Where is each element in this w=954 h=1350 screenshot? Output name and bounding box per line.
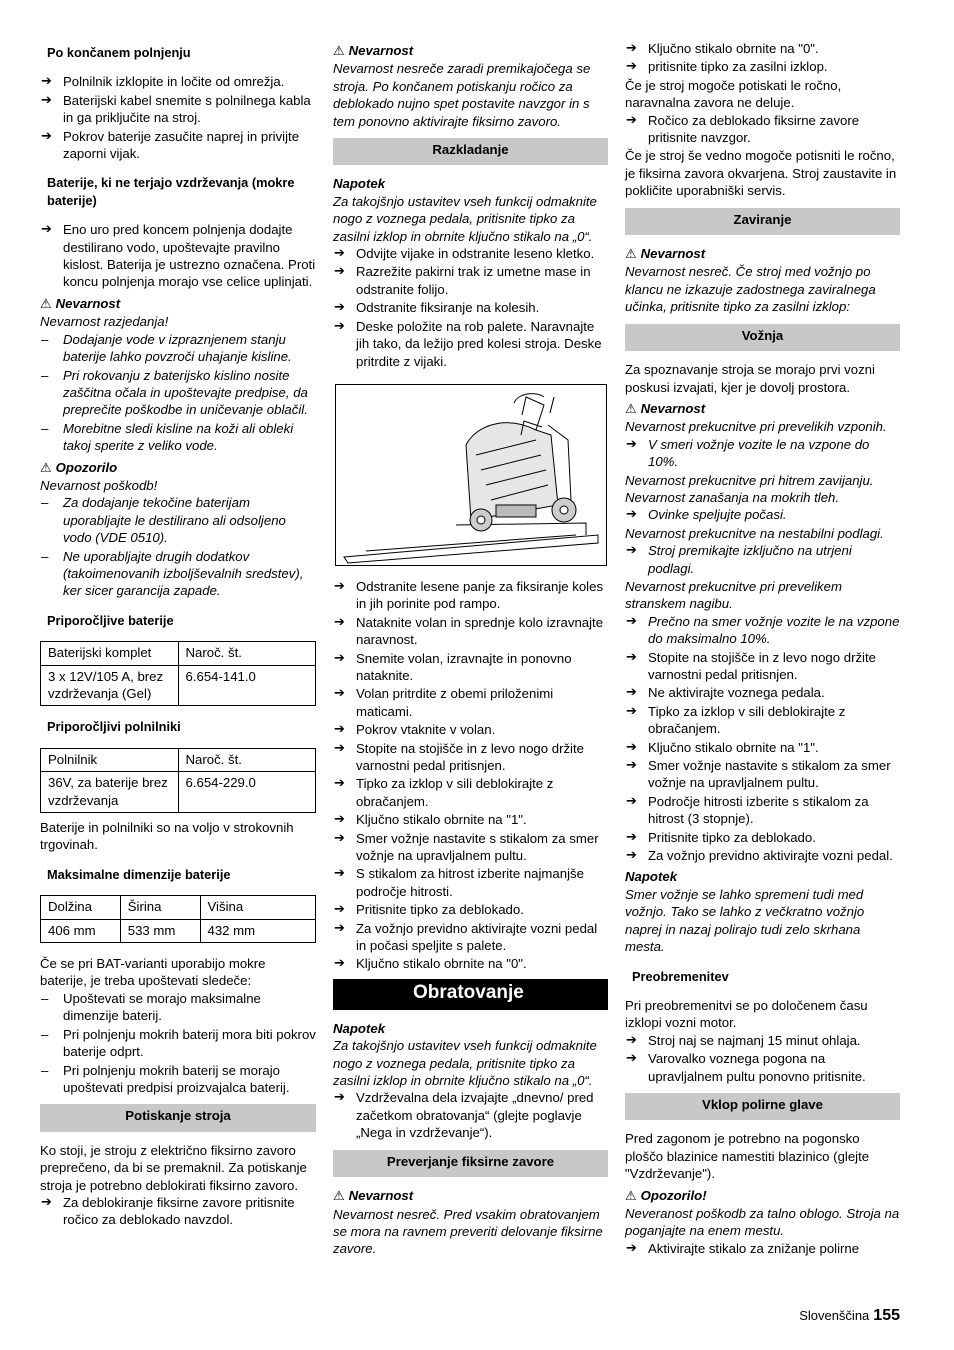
step: ➔ Smer vožnje nastavite s stikalom za smer vožnje na upravljalnem pultu.	[333, 830, 608, 865]
list-item: – Pri polnjenju mokrih baterij mora biti pokrov baterije odprt.	[40, 1026, 316, 1061]
table-cell: 406 mm	[41, 919, 121, 942]
danger-heading	[40, 295, 316, 313]
table-cell: 36V, za baterije brez vzdrževanja	[41, 772, 179, 813]
step: ➔ Aktivirajte stikalo za znižanje polirne	[625, 1240, 900, 1257]
step: ➔ Stroj premikajte izključno na utrjeni podlagi.	[625, 542, 900, 577]
caution-label: Opozorilo!	[640, 1187, 707, 1203]
danger-heading	[625, 400, 900, 418]
section-bar-polishing-head: Vklop polirne glave	[625, 1093, 900, 1120]
note-text: Za takojšnjo ustavitev vseh funkcij odmaknite nogo z voznega pedala, pritisnite tipko za zasilni izklop in obrnite ključno stikalo na „0“.	[333, 1038, 597, 1089]
step: ➔ Za vožnjo previdno aktivirajte vozni pedal in počasi speljite s palete.	[333, 920, 608, 955]
danger-label: Nevarnost	[55, 295, 121, 311]
danger-heading	[333, 1187, 608, 1205]
step: ➔ Baterijski kabel snemite s polnilnega kabla in ga priključite na stroj.	[40, 92, 316, 127]
table-cell: 432 mm	[200, 919, 316, 942]
note-text: Smer vožnje se lahko spremeni tudi med vožnjo. Tako se lahko z večkratno vožnjo naprej in nazaj polirajo tudi zelo skrhana mesta.	[625, 886, 865, 955]
brake-check-steps	[625, 40, 900, 76]
step: ➔ V smeri vožnje vozite le na vzpone do 10%.	[625, 436, 900, 471]
table-cell: 3 x 12V/105 A, brez vzdrževanja (Gel)	[41, 665, 179, 706]
list-item: – Pri rokovanju z baterijsko kislino nosite zaščitna očala in upoštevajte predpise, da preprečite poškodbe in uničevanje oblačil.	[40, 367, 316, 419]
step: ➔ Vzdrževalna dela izvajajte „dnevno/ pred začetkom obratovanja“ (glejte poglavje „Nega in vzdrževanje“).	[333, 1089, 608, 1141]
section-bar-driving: Vožnja	[625, 324, 900, 351]
drive-text: Za spoznavanje stroja se morajo prvi vozni poskusi izvajati, kjer je dovolj prostora.	[625, 362, 875, 395]
overload-text: Pri preobremenitvi se po določenem času izklopi vozni motor.	[625, 997, 868, 1031]
step: ➔ Ročico za deblokado fiksirne zavore pritisnite navzgor.	[625, 112, 900, 147]
note-heading: Napotek	[333, 176, 386, 192]
step: ➔ Ključno stikalo obrnite na "0".	[333, 955, 608, 972]
step: ➔ S stikalom za hitrost izberite najmanjše področje hitrosti.	[333, 865, 608, 900]
step: ➔ Volan pritrdite z obemi priloženimi maticami.	[333, 685, 608, 720]
danger-label: Nevarnost	[640, 246, 706, 262]
bat-variant-intro: Če se pri BAT-varianti uporabijo mokre baterije, je treba upoštevati sledeče:	[40, 956, 266, 989]
after-charging-steps	[40, 73, 316, 162]
push-text: Ko stoji, je stroju z električno fiksirno zavoro preprečeno, da bi se premaknil. Za potiskanje stroja je potrebno deblokirati fiksirno zavoro.	[40, 1142, 307, 1193]
note-heading: Napotek	[625, 869, 678, 885]
step: ➔ Smer vožnje nastavite s stikalom za smer vožnje na upravljalnem pultu.	[625, 757, 900, 792]
check-text: Če je stroj še vedno mogoče potisniti le ročno, je fiksirna zavora okvarjena. Stroj zaustavite in pokličite uporabniški servis.	[625, 148, 897, 199]
step: ➔ Varovalko voznega pogona na upravljalnem pultu ponovno pritisnite.	[625, 1050, 900, 1085]
page-number: 155	[873, 1307, 900, 1324]
caution-list	[40, 494, 316, 599]
step: ➔ Razrežite pakirni trak iz umetne mase in odstranite folijo.	[333, 263, 608, 298]
table-cell: 6.654-141.0	[178, 665, 316, 706]
section-bar-brake-check: Preverjanje fiksirne zavore	[333, 1150, 608, 1177]
danger-label: Nevarnost	[348, 1188, 414, 1204]
danger-label: Nevarnost	[640, 400, 706, 416]
danger-text: Nevarnost nesreč. Če stroj med vožnjo po klancu ne izkazuje zadostnega zaviralnega učinka, pritisnite tipko za zasilni izklop:	[625, 264, 876, 315]
footer-language: Slovenščina	[799, 1308, 870, 1323]
danger-label: Nevarnost	[348, 43, 414, 58]
danger-text: Nevarnost nesreče zaradi premikajočega se stroja. Po končanem potiskanju ročico za deblokado nujno spet postavite navzgor in s tem ponovno aktivirajte fiksirno zavoro.	[333, 61, 591, 129]
battery-table	[40, 641, 316, 706]
step: ➔ Tipko za izklop v sili deblokirajte z obračanjem.	[625, 703, 900, 738]
check-text: Če je stroj mogoče potiskati le ročno, naravnalna zavora ne deluje.	[625, 77, 842, 111]
danger-steps	[625, 436, 900, 471]
push-steps	[40, 1194, 316, 1229]
list-item: – Morebitne sledi kisline na koži ali obleki takoj sperite z veliko vode.	[40, 420, 316, 455]
dimensions-table	[40, 895, 316, 943]
wet-battery-steps	[40, 221, 316, 291]
note-text: Za takojšnjo ustavitev vseh funkcij odmaknite nogo z voznega pedala, pritisnite tipko za zasilni izklop in obrnite ključno stikalo na „0“.	[333, 193, 597, 244]
warning-triangle-icon: ⚠	[333, 1189, 345, 1205]
table-header: Baterijski komplet	[41, 642, 179, 665]
danger-text: Nevarnost nesreč. Pred vsakim obratovanjem se mora na ravnem preveriti delovanje fiksirne zavore.	[333, 1206, 603, 1257]
drive-steps	[625, 649, 900, 865]
step: ➔ Odvijte vijake in odstranite leseno kletko.	[333, 245, 608, 262]
overload-steps	[625, 1032, 900, 1085]
section-bar-unloading: Razkladanje	[333, 138, 608, 165]
machine-drawing	[336, 385, 606, 565]
table-header: Naroč. št.	[178, 748, 316, 771]
section-bar-braking: Zaviranje	[625, 208, 900, 235]
step: ➔ Pokrov baterije zasučite naprej in privijte zaporni vijak.	[40, 128, 316, 163]
step: ➔ Pritisnite tipko za deblokado.	[625, 829, 900, 846]
list-item: – Dodajanje vode v izpraznjenem stanju baterije lahko povzroči uhajanje kisline.	[40, 331, 316, 366]
danger-heading	[625, 245, 900, 263]
table-header: Širina	[120, 896, 200, 919]
step: ➔ Polnilnik izklopite in ločite od omrežja.	[40, 73, 316, 90]
warning-triangle-icon: ⚠	[40, 460, 52, 476]
step: ➔ Za deblokiranje fiksirne zavore pritisnite ročico za deblokado navzdol.	[40, 1194, 316, 1229]
step: ➔ Stroj naj se najmanj 15 minut ohlaja.	[625, 1032, 900, 1049]
list-item: – Upoštevati se morajo maksimalne dimenzije baterij.	[40, 990, 316, 1025]
table-cell: 533 mm	[120, 919, 200, 942]
subheading-overload: Preobremenitev	[632, 968, 729, 984]
danger-steps	[625, 542, 900, 577]
subheading-rec-chargers: Priporočljivi polnilniki	[47, 719, 181, 735]
danger-text: Nevarnost prekucnitve pri hitrem zavijanju. Nevarnost zanašanja na mokrih tleh.	[625, 472, 874, 505]
unload-steps-continued	[333, 578, 608, 973]
step: ➔ Nataknite volan in sprednje kolo izravnajte naravnost.	[333, 614, 608, 649]
list-item: – Ne uporabljajte drugih dodatkov (takoimenovanih izboljševalnih sredstev), ker sicer garancija zapade.	[40, 548, 316, 600]
step: ➔ Ovinke speljujte počasi.	[625, 506, 900, 523]
table-header: Višina	[200, 896, 316, 919]
machine-ramp-illustration	[335, 384, 607, 566]
step: ➔ Stopite na stojišče in z levo nogo držite varnostni pedal pritisnjen.	[625, 649, 900, 684]
step: ➔ Za vožnjo previdno aktivirajte vozni pedal.	[625, 847, 900, 864]
warning-triangle-icon: ⚠	[625, 1188, 637, 1204]
step: ➔ Odstranite fiksiranje na kolesih.	[333, 299, 608, 316]
step: ➔ Pritisnite tipko za deblokado.	[333, 901, 608, 918]
caution-label: Opozorilo	[55, 459, 118, 475]
step: ➔ Pokrov vtaknite v volan.	[333, 721, 608, 738]
head-steps	[625, 1240, 900, 1257]
column-right	[625, 40, 900, 1258]
caution-heading	[625, 1187, 900, 1205]
table-header: Polnilnik	[41, 748, 179, 771]
column-left	[40, 40, 316, 1230]
step: ➔ Ključno stikalo obrnite na "1".	[333, 811, 608, 828]
danger-heading	[333, 42, 608, 60]
step: ➔ Ključno stikalo obrnite na "1".	[625, 739, 900, 756]
step: ➔ Snemite volan, izravnajte in ponovno nataknite.	[333, 650, 608, 685]
step: ➔ Deske položite na rob palete. Naravnajte jih tako, da ležijo pred kolesi stroja. Deske pritrdite z vijaki.	[333, 318, 608, 370]
unload-steps	[333, 245, 608, 370]
danger-text: Nevarnost prekucnitve pri prevelikem stranskem nagibu.	[625, 578, 842, 612]
table-header: Dolžina	[41, 896, 121, 919]
danger-list	[40, 331, 316, 455]
warning-triangle-icon: ⚠	[625, 401, 637, 417]
step: ➔ Ključno stikalo obrnite na "0".	[625, 40, 900, 57]
subheading-rec-batteries: Priporočljive baterije	[47, 612, 174, 628]
list-item: – Pri polnjenju mokrih baterij se morajo upoštevati predpisi proizvajalca baterij.	[40, 1062, 316, 1097]
step: ➔ Stopite na stojišče in z levo nogo držite varnostni pedal pritisnjen.	[333, 740, 608, 775]
warning-triangle-icon: ⚠	[333, 44, 345, 59]
note-heading: Napotek	[333, 1020, 386, 1036]
bat-variant-list	[40, 990, 316, 1096]
subheading-wet-batteries: Baterije, ki ne terjajo vzdrževanja (mokre baterije)	[47, 175, 295, 208]
chapter-bar-operation: Obratovanje	[333, 979, 608, 1010]
caution-text: Nevarnost poškodb!	[40, 477, 158, 493]
danger-text: Nevarnost razjedanja!	[40, 314, 169, 330]
step: ➔ Področje hitrosti izberite s stikalom za hitrost (3 stopnje).	[625, 793, 900, 828]
list-item: – Za dodajanje tekočine baterijam uporabljajte le destilirano ali odsoljeno vodo (VDE 0510).	[40, 494, 316, 546]
caution-heading	[40, 459, 316, 477]
step: ➔ Tipko za izklop v sili deblokirajte z obračanjem.	[333, 775, 608, 810]
operation-steps	[333, 1089, 608, 1141]
brake-check-step	[625, 112, 900, 147]
step: ➔ pritisnite tipko za zasilni izklop.	[625, 58, 900, 75]
charger-table	[40, 748, 316, 813]
availability-text: Baterije in polnilniki so na voljo v strokovnih trgovinah.	[40, 820, 294, 853]
section-bar-pushing: Potiskanje stroja	[40, 1104, 316, 1131]
subheading-max-dimensions: Maksimalne dimenzije baterije	[47, 866, 231, 882]
head-text: Pred zagonom je potrebno na pogonsko ploščo blazinice namestiti blazinico (glejte "Vzdrževanje").	[625, 1131, 870, 1182]
step: ➔ Ne aktivirajte voznega pedala.	[625, 684, 900, 701]
step: ➔ Eno uro pred koncem polnjenja dodajte destilirano vodo, upoštevajte pravilno kislost. Baterija je ustrezno označena. Proti koncu polnjenja morajo vse celice uplinjati.	[40, 221, 316, 291]
page-footer	[799, 1307, 900, 1324]
subheading-after-charging: Po končanem polnjenju	[47, 45, 191, 60]
danger-text: Nevarnost prekucnitve pri prevelikih vzponih.	[625, 419, 887, 435]
danger-steps	[625, 506, 900, 523]
danger-text: Nevarnost prekucnitve na nestabilni podlagi.	[625, 525, 884, 541]
table-header: Naroč. št.	[178, 642, 316, 665]
warning-triangle-icon: ⚠	[40, 296, 52, 312]
warning-triangle-icon: ⚠	[625, 247, 637, 263]
caution-text: Neveranost poškodb za talno oblogo. Stroja na poganjajte na enem mestu.	[625, 1205, 900, 1239]
table-cell: 6.654-229.0	[178, 772, 316, 813]
step: ➔ Odstranite lesene panje za fiksiranje koles in jih porinite pod rampo.	[333, 578, 608, 613]
step: ➔ Prečno na smer vožnje vozite le na vzpone do maksimalno 10%.	[625, 613, 900, 648]
column-middle	[333, 40, 608, 1258]
danger-steps	[625, 613, 900, 648]
